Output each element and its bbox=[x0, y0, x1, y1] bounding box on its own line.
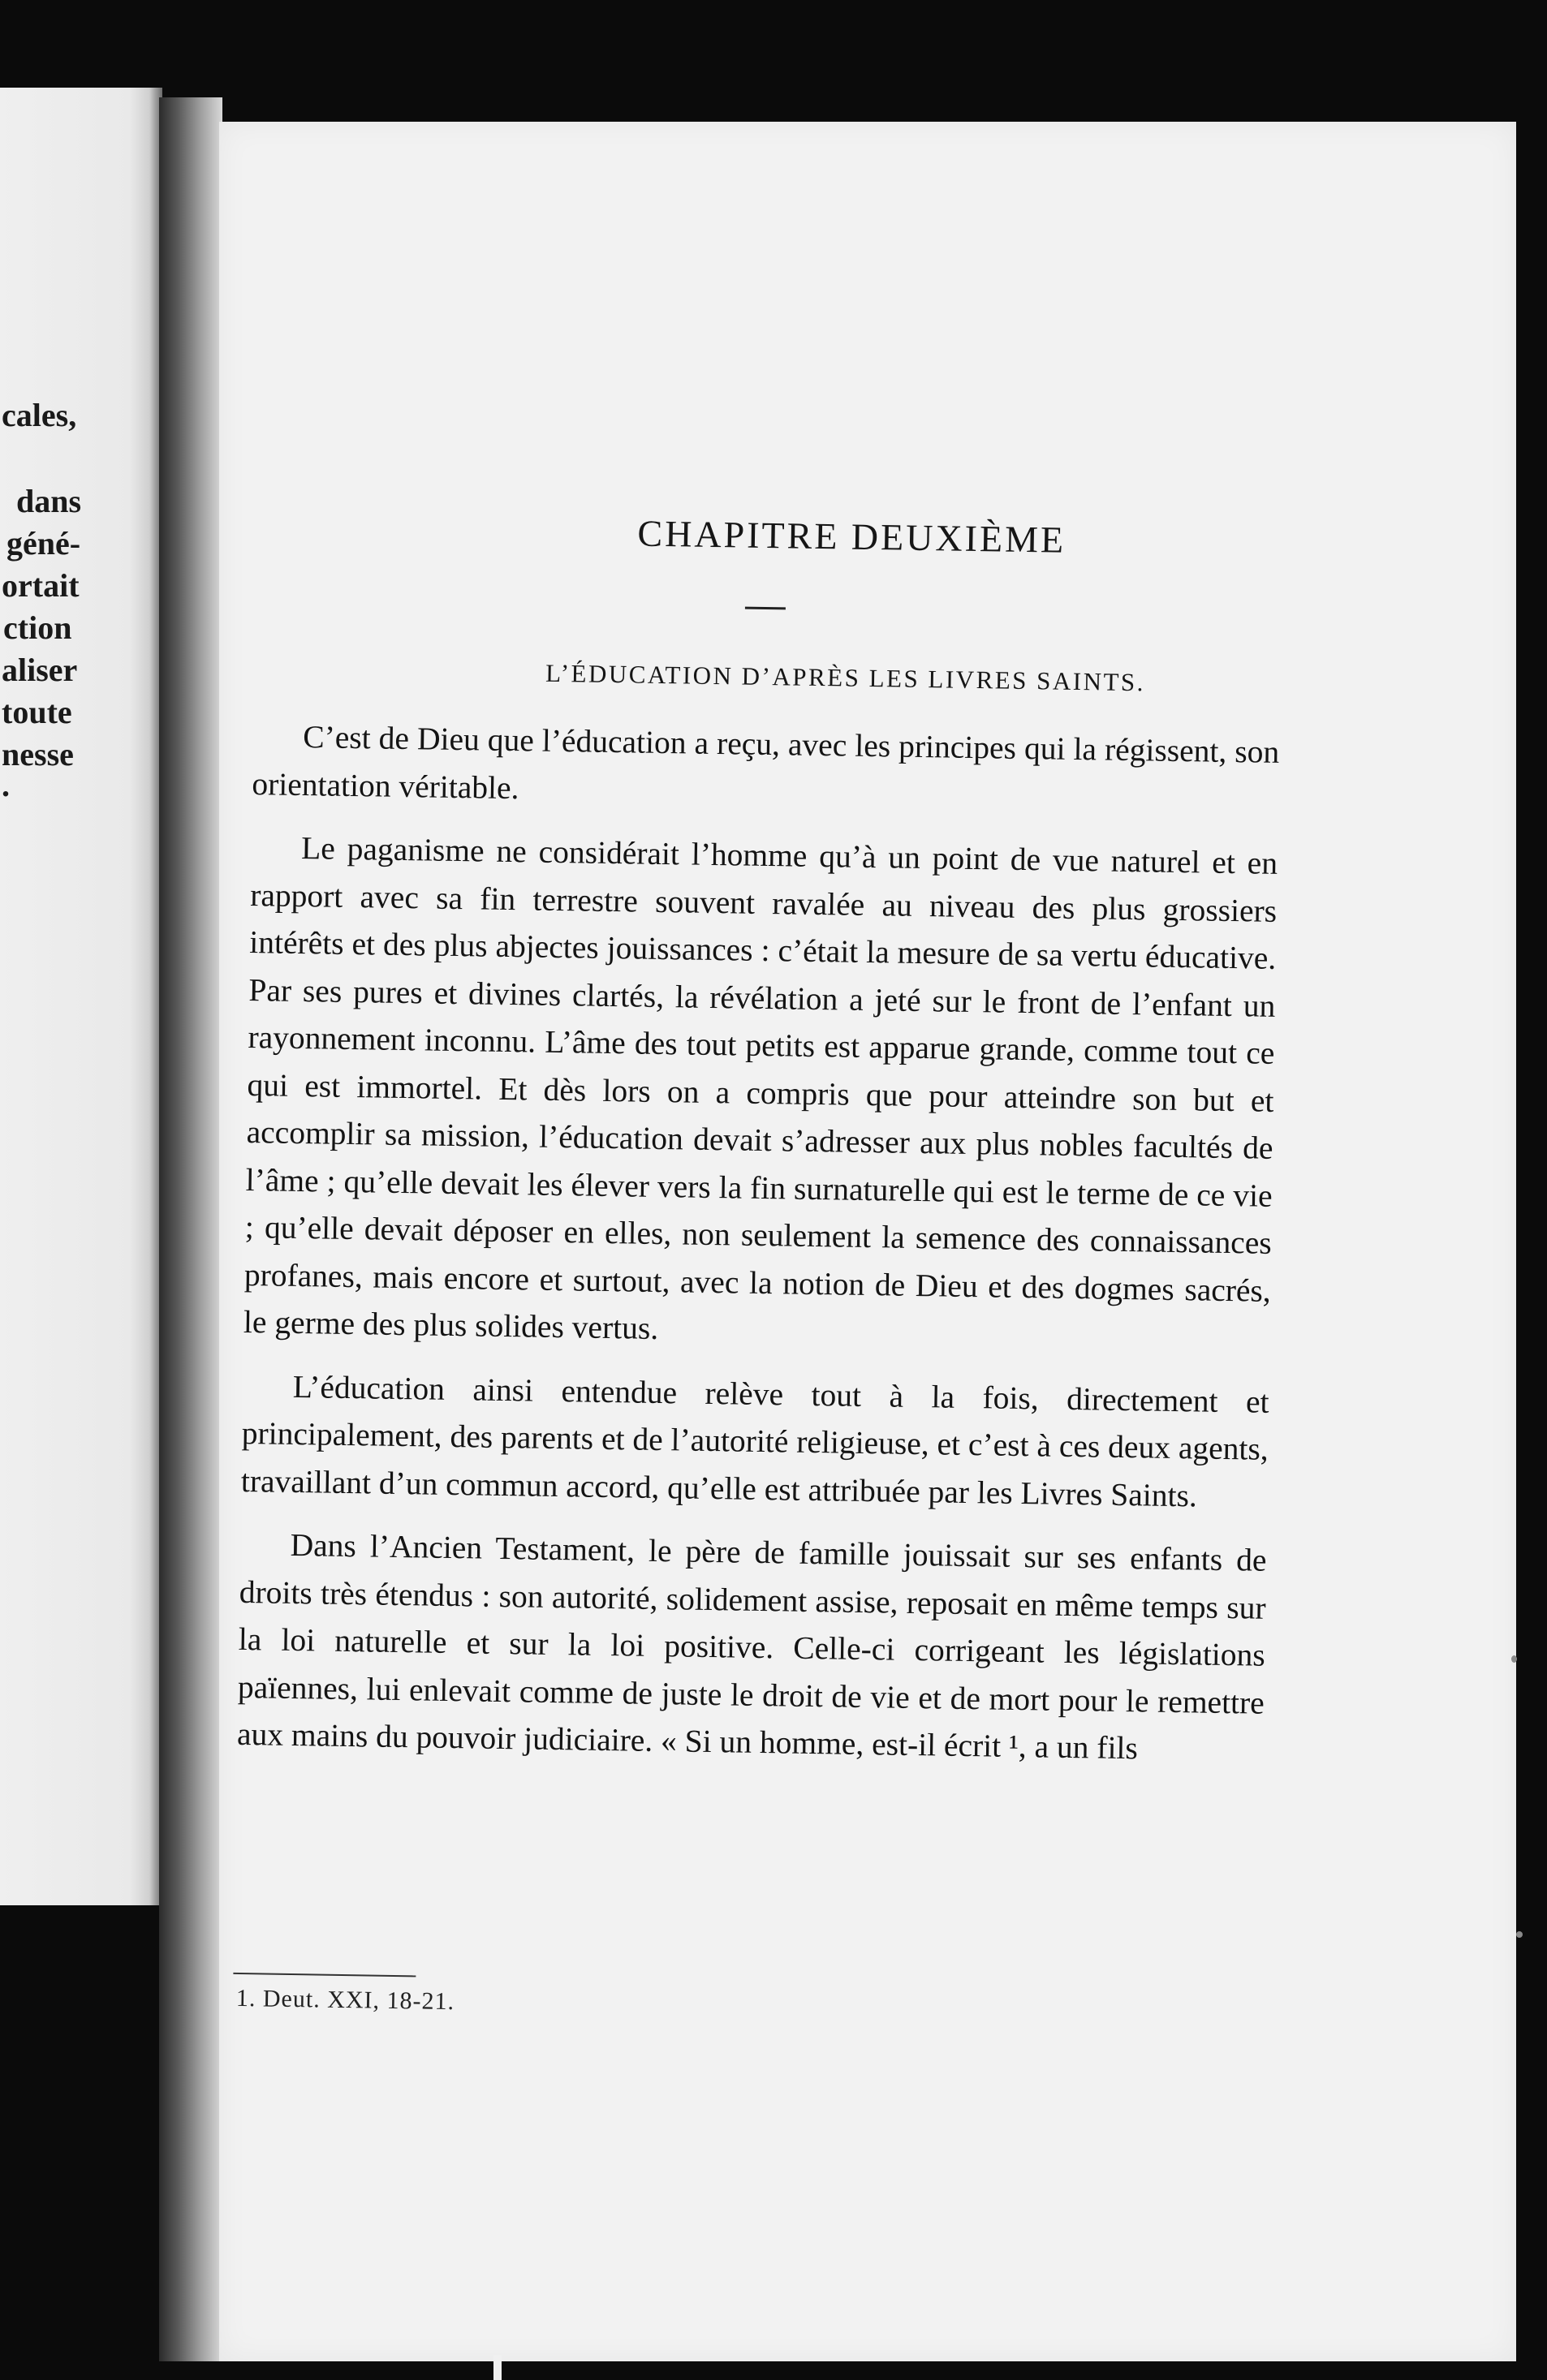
book-page bbox=[219, 122, 1516, 2361]
body-text bbox=[237, 712, 1280, 1774]
paragraph: C’est de Dieu que l’éducation a reçu, avec les principes qui la régissent, son orientation véritable. bbox=[252, 719, 1280, 806]
paragraph: Dans l’Ancien Testament, le père de famille jouissait sur ses enfants de droits très étendus : son autorité, solidement assise, reposait en même temps sur la loi naturelle et sur la loi positive. Celle-ci corrigeant les législations païennes, lui enlevait comme de juste le droit de vie et de mort pour le remettre aux mains du pouvoir judiciaire. « Si un homme, est-il écrit ¹, a un fils bbox=[236, 1526, 1267, 1767]
left-fragment: toute bbox=[2, 694, 72, 730]
title-divider bbox=[745, 607, 786, 610]
paragraph: L’éducation ainsi entendue relève tout à la fois, directement et principalement, des parents et de l’autorité religieuse, et c’est à ces deux agents, travaillant d’un commun accord, qu’elle est attribuée par les Livres Saints. bbox=[240, 1368, 1269, 1513]
footnote-divider bbox=[233, 1973, 416, 1978]
left-fragment: . bbox=[2, 767, 10, 803]
scan-speck bbox=[1516, 1931, 1523, 1938]
left-fragment: aliser bbox=[2, 652, 78, 688]
chapter-title: CHAPITRE DEUXIÈME bbox=[637, 512, 1067, 561]
left-fragment: ortait bbox=[2, 567, 80, 604]
left-fragment: géné- bbox=[6, 525, 81, 562]
left-fragment: ction bbox=[3, 609, 72, 646]
left-fragment: dans bbox=[16, 483, 82, 519]
paragraph: Le paganisme ne considérait l’homme qu’à un point de vue naturel et en rapport avec sa fin terrestre souvent ravalée au niveau des plus grossiers intérêts et des plus abjectes jouissances : c’était la mesure de sa vertu éducative. Par ses pures et divines clartés, la révélation a jeté sur le front de l’enfant un rayonnement inconnu. L’âme des tout petits est apparue grande, comme tout ce qui est immortel. Et dès lors on a compris que pour atteindre son but et accomplir sa mission, l’éducation devait s’adresser aux plus nobles facultés de l’âme ; qu’elle devait les élever vers la fin surnaturelle qui est le terme de ce vie ; qu’elle devait déposer en elles, non seulement la semence des connaissances profanes, mais encore et surtout, avec la notion de Dieu et des dogmes sacrés, le germe des plus solides vertus. bbox=[243, 830, 1278, 1346]
left-fragment: nesse bbox=[2, 736, 74, 773]
scan-mark bbox=[493, 2355, 502, 2380]
section-title: L’ÉDUCATION D’APRÈS LES LIVRES SAINTS. bbox=[545, 658, 1146, 697]
page-text-block bbox=[198, 112, 1530, 2372]
left-page-margin bbox=[0, 88, 162, 1905]
left-fragment: cales, bbox=[2, 397, 77, 433]
footnote: 1. Deut. XXI, 18-21. bbox=[235, 1984, 455, 2016]
scan-speck bbox=[1511, 1655, 1517, 1663]
